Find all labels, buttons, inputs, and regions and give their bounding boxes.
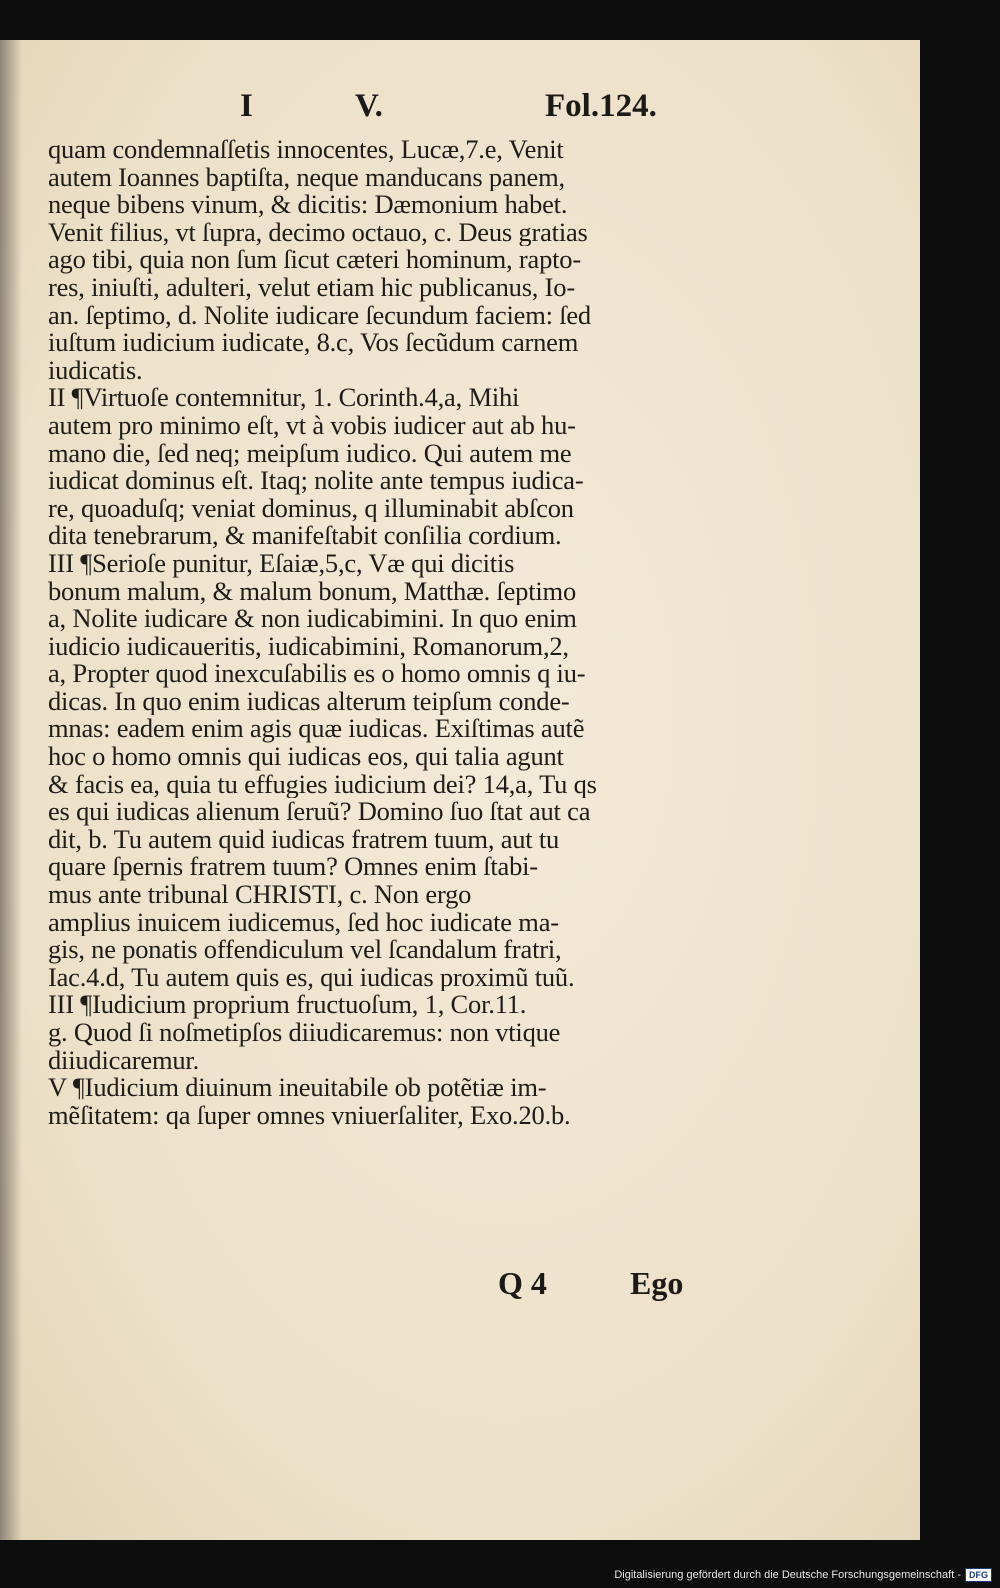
text-line: iudicatis. <box>48 356 143 385</box>
text-line: an. ſeptimo, d. Nolite iudicare ſecundum faciem: ſed <box>48 301 591 330</box>
text-line: mano die, ſed neq; meipſum iudico. Qui autem me <box>48 439 572 468</box>
running-header <box>0 88 920 128</box>
text-line: a, Propter quod inexcuſabilis es o homo omnis q iu- <box>48 660 586 688</box>
text-line: Iac.4.d, Tu autem quis es, qui iudicas proximũ tuũ. <box>48 963 575 992</box>
text-line: iuſtum iudicium iudicate, 8.c, Vos ſecũdum carnem <box>48 329 579 357</box>
text-line: mẽſitatem: qa ſuper omnes vniuerſaliter, Exo.20.b. <box>48 1101 571 1130</box>
text-line: bonum malum, & malum bonum, Matthæ. ſeptimo <box>48 577 576 606</box>
book-page <box>0 40 920 1540</box>
text-line: es qui iudicas alienum ſeruũ? Domino ſuo ſtat aut ca <box>48 798 591 826</box>
signature-mark: Q 4 <box>498 1265 547 1301</box>
text-line: III ¶Serioſe punitur, Eſaiæ,5,c, Væ qui dicitis <box>48 549 515 578</box>
text-line: V ¶Iudicium diuinum ineuitabile ob potẽtiæ im- <box>48 1074 547 1102</box>
text-line: re, quoaduſq; veniat dominus, q illuminabit abſcon <box>48 494 574 523</box>
text-line: iudicio iudicaueritis, iudicabimini, Romanorum,2, <box>48 632 569 661</box>
text-line: quare ſpernis fratrem tuum? Omnes enim ſtabi- <box>48 853 538 882</box>
text-line: res, iniuſti, adulteri, velut etiam hic publicanus, Io- <box>48 273 575 302</box>
text-line: hoc o homo omnis qui iudicas eos, qui talia agunt <box>48 743 564 771</box>
text-line: ago tibi, quia non ſum ſicut cæteri hominum, rapto- <box>48 246 581 274</box>
text-line: a, Nolite iudicare & non iudicabimini. In quo enim <box>48 605 577 633</box>
text-line: & facis ea, quia tu effugies iudicium dei? 14,a, Tu qs <box>48 770 597 799</box>
text-line: gis, ne ponatis offendiculum vel ſcandalum fratri, <box>48 936 562 964</box>
text-line: II ¶Virtuoſe contemnitur, 1. Corinth.4,a, Mihi <box>48 384 520 412</box>
text-line: g. Quod ſi noſmetipſos diiudicaremus: non vtique <box>48 1019 561 1047</box>
text-line: amplius inuicem iudicemus, ſed hoc iudicate ma- <box>48 908 559 937</box>
text-line: mus ante tribunal CHRISTI, c. Non ergo <box>48 881 472 909</box>
gutter-shadow <box>0 40 22 1540</box>
text-line: dita tenebrarum, & manifeſtabit conſilia cordium. <box>48 522 562 550</box>
catchword: Ego <box>630 1265 684 1301</box>
digitization-credit <box>614 1566 992 1584</box>
text-line: quam condemnaſſetis innocentes, Lucæ,7.e, Venit <box>48 136 564 164</box>
text-line: III ¶Iudicium proprium fructuoſum, 1, Cor.11. <box>48 991 527 1019</box>
text-line: neque bibens vinum, & dicitis: Dæmonium habet. <box>48 191 568 219</box>
credit-text: Digitalisierung gefördert durch die Deutsche Forschungsgemeinschaft - <box>614 1569 961 1581</box>
text-line: dicas. In quo enim iudicas alterum teipſum conde- <box>48 687 570 716</box>
header-left: I <box>240 88 253 124</box>
text-line: Venit filius, vt ſupra, decimo octauo, c. Deus gratias <box>48 218 588 247</box>
text-line: autem pro minimo eſt, vt à vobis iudicer aut ab hu- <box>48 411 576 440</box>
page-footer <box>0 1265 920 1305</box>
header-middle: V. <box>355 88 383 124</box>
page-body-text <box>48 136 718 1129</box>
text-line: dit, b. Tu autem quid iudicas fratrem tuum, aut tu <box>48 825 560 854</box>
text-line: iudicat dominus eſt. Itaq; nolite ante tempus iudica- <box>48 467 584 495</box>
text-line: diiudicaremur. <box>48 1046 199 1075</box>
text-line: mnas: eadem enim agis quæ iudicas. Exiſtimas autẽ <box>48 715 585 744</box>
text-line: autem Ioannes baptiſta, neque manducans panem, <box>48 163 565 192</box>
folio-number: Fol.124. <box>545 88 657 124</box>
dfg-logo: DFG <box>965 1568 992 1582</box>
